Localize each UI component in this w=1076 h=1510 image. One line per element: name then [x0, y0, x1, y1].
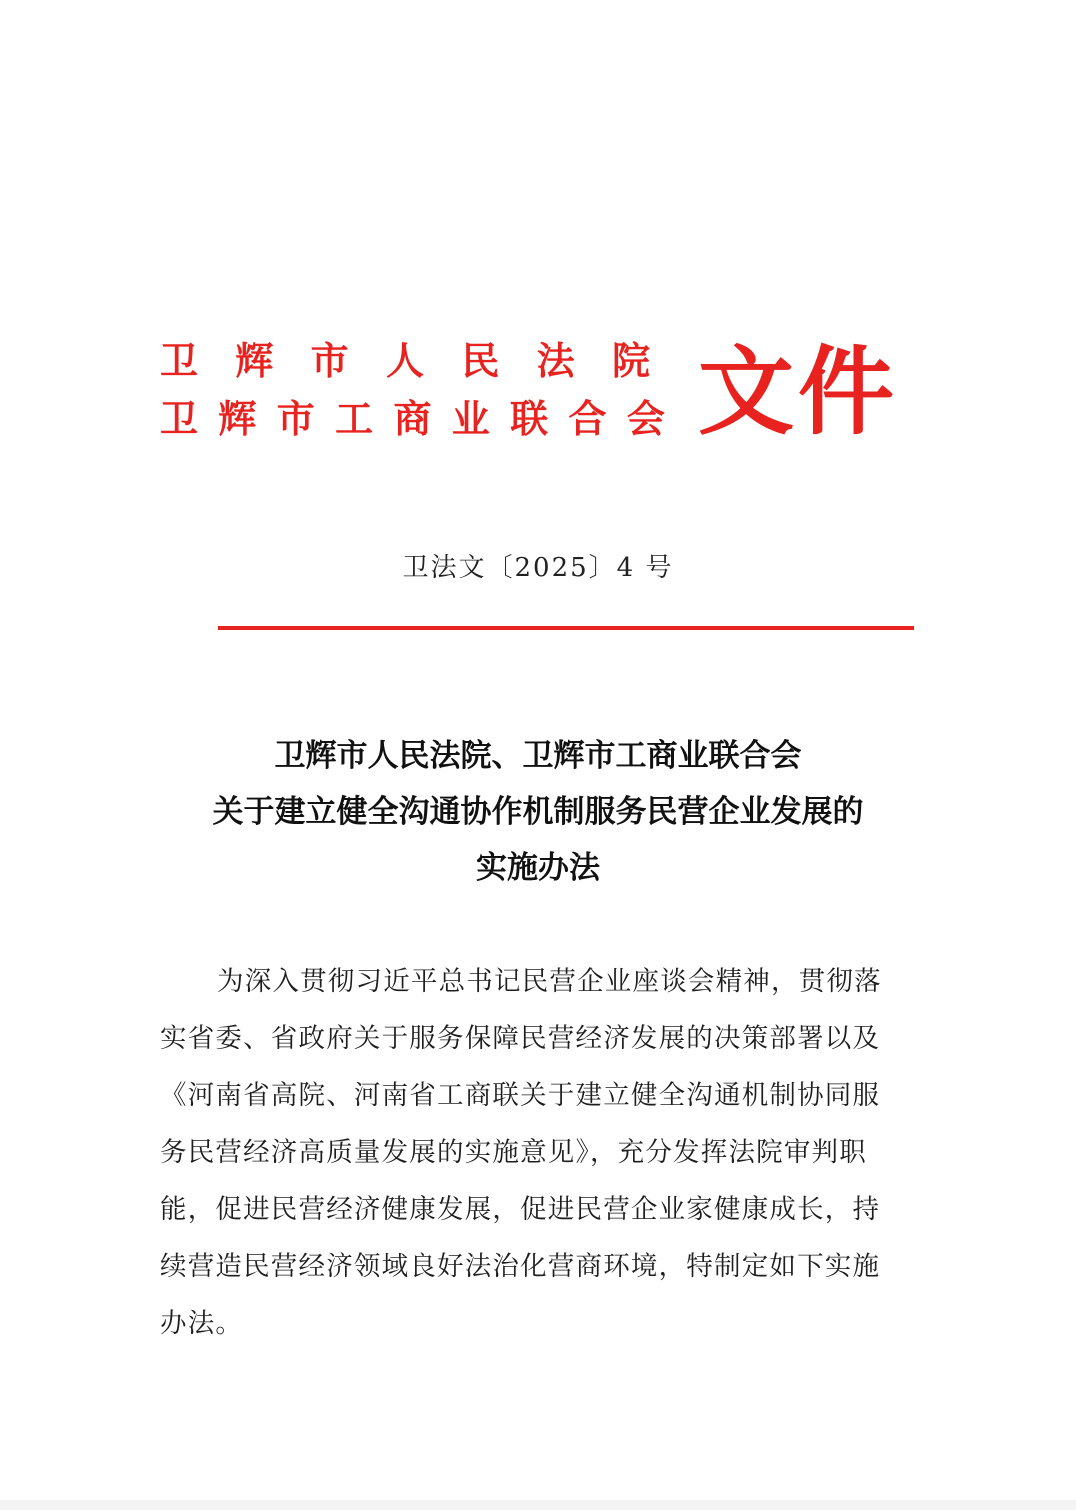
issuer-char: 市 [310, 338, 349, 383]
body-line: 能，促进民营经济健康发展，促进民营企业家健康成长，持 [160, 1194, 881, 1225]
issuer-char: 会 [626, 396, 665, 441]
issuer-char: 辉 [218, 396, 257, 441]
issuer-char: 卫 [160, 396, 199, 441]
issuer-char: 卫 [160, 338, 199, 383]
title-line: 实施办法 [476, 850, 600, 886]
body-line: 《河南省高院、河南省工商联关于建立健全沟通机制协同服 [160, 1080, 881, 1111]
document-header [0, 330, 1076, 460]
title-line: 关于建立健全沟通协作机制服务民营企业发展的 [212, 794, 864, 830]
issuer-char: 工 [335, 396, 374, 441]
issuer-char: 市 [276, 396, 315, 441]
page-bottom-edge [0, 1500, 1076, 1510]
document-number: 卫法文〔2025〕4 号 [402, 553, 674, 583]
document-title [0, 728, 1076, 896]
issuer-char: 业 [451, 396, 490, 441]
document-type-label: 文件 [698, 335, 898, 448]
body-line: 务民营经济高质量发展的实施意见》，充分发挥法院审判职 [160, 1137, 867, 1168]
issuer-char: 辉 [235, 338, 274, 383]
issuer-char: 人 [385, 338, 424, 383]
body-paragraph [160, 953, 912, 1352]
body-line: 续营造民营经济领域良好法治化营商环境，特制定如下实施 [160, 1251, 881, 1282]
issuer-char: 商 [393, 396, 432, 441]
issuer-char: 民 [461, 338, 500, 383]
body-line: 为深入贯彻习近平总书记民营企业座谈会精神，贯彻落 [217, 966, 882, 997]
issuer-court [160, 338, 650, 383]
issuer-char: 联 [510, 396, 549, 441]
issuer-char: 法 [536, 338, 575, 383]
body-line: 实省委、省政府关于服务保障民营经济发展的决策部署以及 [160, 1023, 881, 1054]
issuer-char: 院 [611, 338, 650, 383]
body-line: 办法。 [160, 1308, 244, 1339]
red-divider [218, 626, 914, 630]
issuer-char: 合 [568, 396, 607, 441]
issuer-federation [160, 396, 665, 441]
title-line: 卫辉市人民法院、卫辉市工商业联合会 [274, 738, 802, 774]
